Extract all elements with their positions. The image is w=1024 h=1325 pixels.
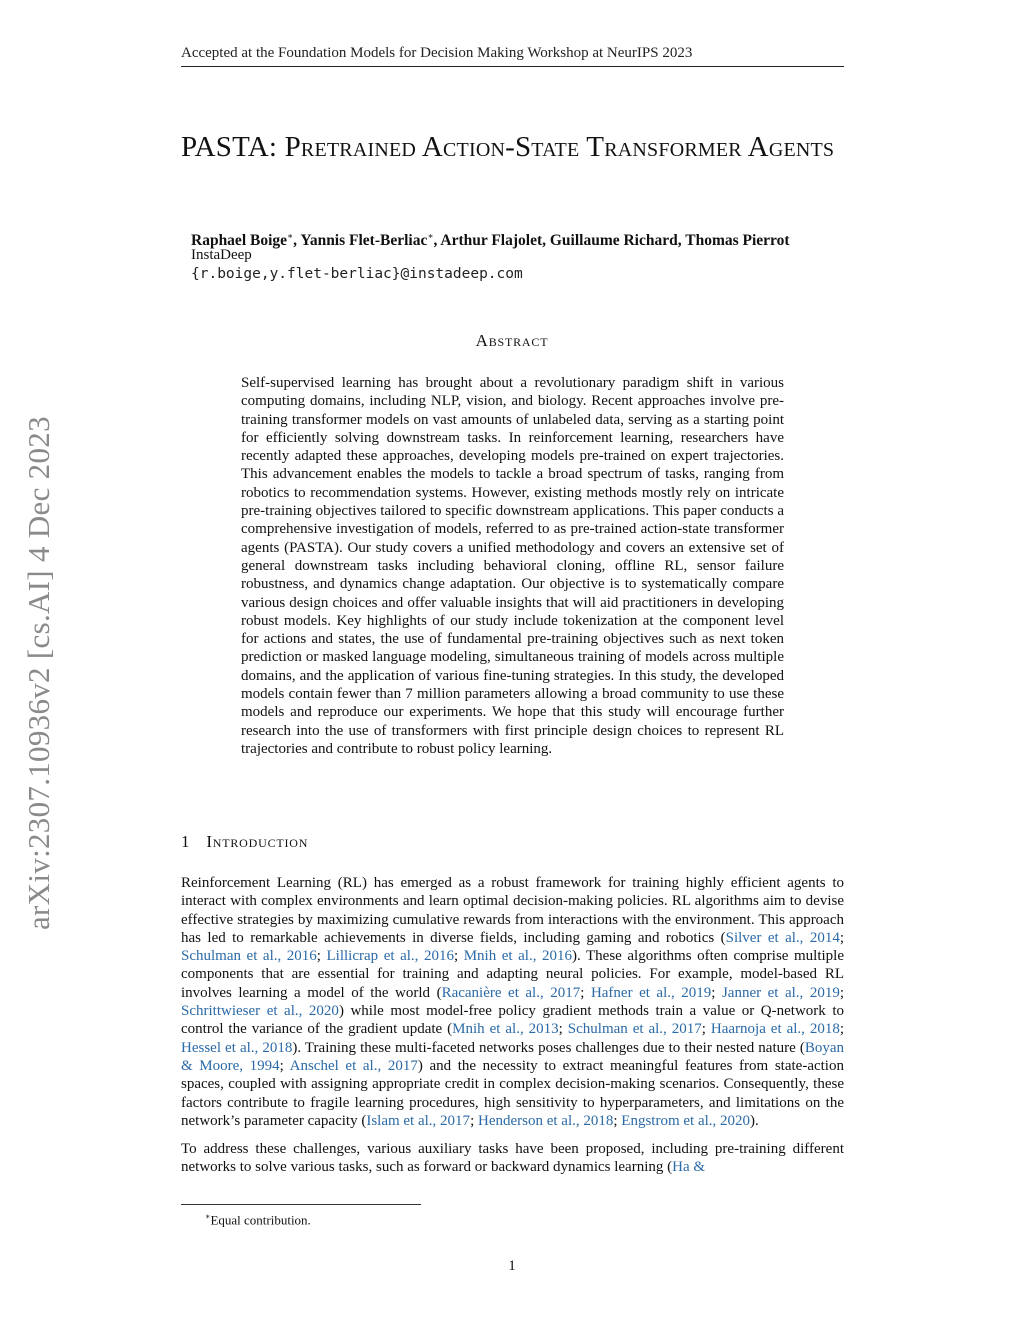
citation-link[interactable]: Janner et al., 2019 xyxy=(721,984,840,1001)
citation-link[interactable]: Mnih et al., 2013 xyxy=(452,1021,559,1038)
intro-paragraph xyxy=(181,1140,844,1177)
intro-text: Reinforcement Learning (RL) has emerged as a robust framework for training highly efficient agents to interact with complex environments and learn optimal decision-making policies. RL algorithms aim to devise effective strategies by maximizing cumulative rewards from interactions with the environment. This approach has led to remarkable achievements in diverse fields, including gaming and robotics ( xyxy=(181,875,844,946)
intro-text: ; xyxy=(279,1057,290,1074)
footnote-rule xyxy=(181,1204,421,1205)
citation-link[interactable]: Schulman et al., 2017 xyxy=(567,1021,702,1038)
intro-text: ; xyxy=(839,984,844,1001)
author-list xyxy=(191,227,790,250)
author-separator: , xyxy=(293,232,301,250)
citation-link[interactable]: Schrittwieser et al., 2020 xyxy=(181,1003,339,1020)
intro-text: ) while most model-free policy gradient methods train a value or Q-network to control the variance of the gradient update ( xyxy=(181,1003,845,1038)
intro-text: ; xyxy=(470,1112,478,1129)
citation-link[interactable]: Islam et al., 2017 xyxy=(366,1112,471,1129)
intro-text: ; xyxy=(613,1112,622,1129)
citation-link[interactable]: Hessel et al., 2018 xyxy=(181,1039,293,1056)
citation-link[interactable]: Racanière et al., 2017 xyxy=(441,984,581,1001)
author-separator: , xyxy=(433,232,441,250)
page-number: 1 xyxy=(508,1258,516,1274)
intro-text: ; xyxy=(701,1021,711,1038)
footnote-mark: ∗ xyxy=(205,1212,211,1221)
arxiv-watermark: arXiv:2307.10936v2 [cs.AI] 4 Dec 2023 xyxy=(21,416,56,930)
author-separator: , xyxy=(542,232,550,250)
author-name: Yannis Flet-Berliac xyxy=(300,232,428,250)
author-separator: , xyxy=(677,232,686,250)
citation-link[interactable]: Boyan & Moore, 1994 xyxy=(181,1039,845,1074)
affiliation: InstaDeep xyxy=(191,247,252,263)
intro-text: ; xyxy=(316,948,327,965)
citation-link[interactable]: Mnih et al., 2016 xyxy=(463,948,572,965)
citation-link[interactable]: Haarnoja et al., 2018 xyxy=(710,1021,840,1038)
intro-paragraph xyxy=(181,874,844,1130)
abstract-text: Self-supervised learning has brought about a revolutionary paradigm shift in various computing domains, including NLP, vision, and biology. Recent approaches involve pre-training transformer models on vast amounts of unlabeled data, serving as a starting point for efficiently solving downstream tasks. In reinforcement learning, researchers have recently adapted these approaches, developing models pre-trained on expert trajectories. This advancement enables the models to tackle a broad spectrum of tasks, ranging from robotics to recommendation systems. However, existing methods mostly rely on intricate pre-training objectives tailored to specific downstream applications. This paper conducts a comprehensive investigation of models, referred to as pre-trained action-state transformer agents (PASTA). Our study covers a unified methodology and covers an extensive set of general downstream tasks including behavioral cloning, offline RL, sensor failure robustness, and dynamics change adaptation. Our objective is to systematically compare various design choices and offer valuable insights that will aid practitioners in developing robust models. Key highlights of our study include tokenization at the component level for actions and states, the use of fundamental pre-training objectives such as next token prediction or masked language modeling, simultaneous training of models across multiple domains, and the application of various fine-tuning strategies. In this study, the developed models contain fewer than 7 million parameters allowing a broad community to use these models and reproduce our experiments. We hope that this study will encourage further research into the use of transformers with first principle design choices to represent RL trajectories and contribute to robust policy learning. xyxy=(241,375,784,757)
author-emails: {r.boige,y.flet-berliac}@instadeep.com xyxy=(191,266,523,282)
intro-text: ). These algorithms often comprise multiple components that are essential for training and adapting neural policies. For example, model-based RL involves learning a model of the world ( xyxy=(181,948,844,1001)
intro-text: ) and the necessity to extract meaningful features from state-action spaces, coupled with assigning appropriate credit in complex decision-making scenarios. Consequently, these factors contribute to fragile learning procedures, high sensitivity to hyperparameters, and limitations on the network’s parameter capacity ( xyxy=(181,1057,844,1129)
intro-text: ; xyxy=(839,929,844,946)
citation-link[interactable]: Ha & xyxy=(672,1159,706,1176)
abstract-heading: Abstract xyxy=(475,331,549,350)
intro-text: ; xyxy=(580,984,591,1001)
citation-link[interactable]: Silver et al., 2014 xyxy=(725,929,840,946)
citation-link[interactable]: Engstrom et al., 2020 xyxy=(621,1112,751,1129)
citation-link[interactable]: Hafner et al., 2019 xyxy=(590,984,712,1001)
section-heading xyxy=(181,832,308,852)
author-name: Thomas Pierrot xyxy=(685,232,790,250)
intro-text: ; xyxy=(711,984,722,1001)
header-rule xyxy=(181,66,844,67)
author-name: Raphael Boige xyxy=(191,232,288,250)
citation-link[interactable]: Schulman et al., 2016 xyxy=(181,948,317,965)
paper-title: PASTA: Pretrained Action-State Transformer Agents xyxy=(181,131,835,163)
introduction-body xyxy=(181,874,844,1187)
section-number: 1 xyxy=(181,832,191,851)
intro-text: ; xyxy=(453,948,464,965)
author-footnote-mark: ∗ xyxy=(427,231,434,241)
footnote xyxy=(205,1209,311,1228)
running-header: Accepted at the Foundation Models for Decision Making Workshop at NeurIPS 2023 xyxy=(181,45,693,61)
citation-link[interactable]: Henderson et al., 2018 xyxy=(477,1112,614,1129)
intro-text: ). Training these multi-faceted networks poses challenges due to their nested nature ( xyxy=(292,1039,805,1056)
footnote-text: Equal contribution. xyxy=(210,1212,311,1228)
citation-link[interactable]: Anschel et al., 2017 xyxy=(289,1057,418,1074)
intro-text: ; xyxy=(558,1021,568,1038)
intro-text: ; xyxy=(839,1021,845,1038)
author-name: Guillaume Richard xyxy=(549,232,678,250)
citation-link[interactable]: Lillicrap et al., 2016 xyxy=(326,948,454,965)
intro-text: To address these challenges, various auxiliary tasks have been proposed, including pre-training different networks to solve various tasks, such as forward or backward dynamics learning ( xyxy=(181,1141,844,1176)
author-footnote-mark: ∗ xyxy=(287,231,294,241)
author-name: Arthur Flajolet xyxy=(440,232,543,250)
intro-text: ). xyxy=(750,1112,759,1129)
section-title: Introduction xyxy=(206,832,309,851)
